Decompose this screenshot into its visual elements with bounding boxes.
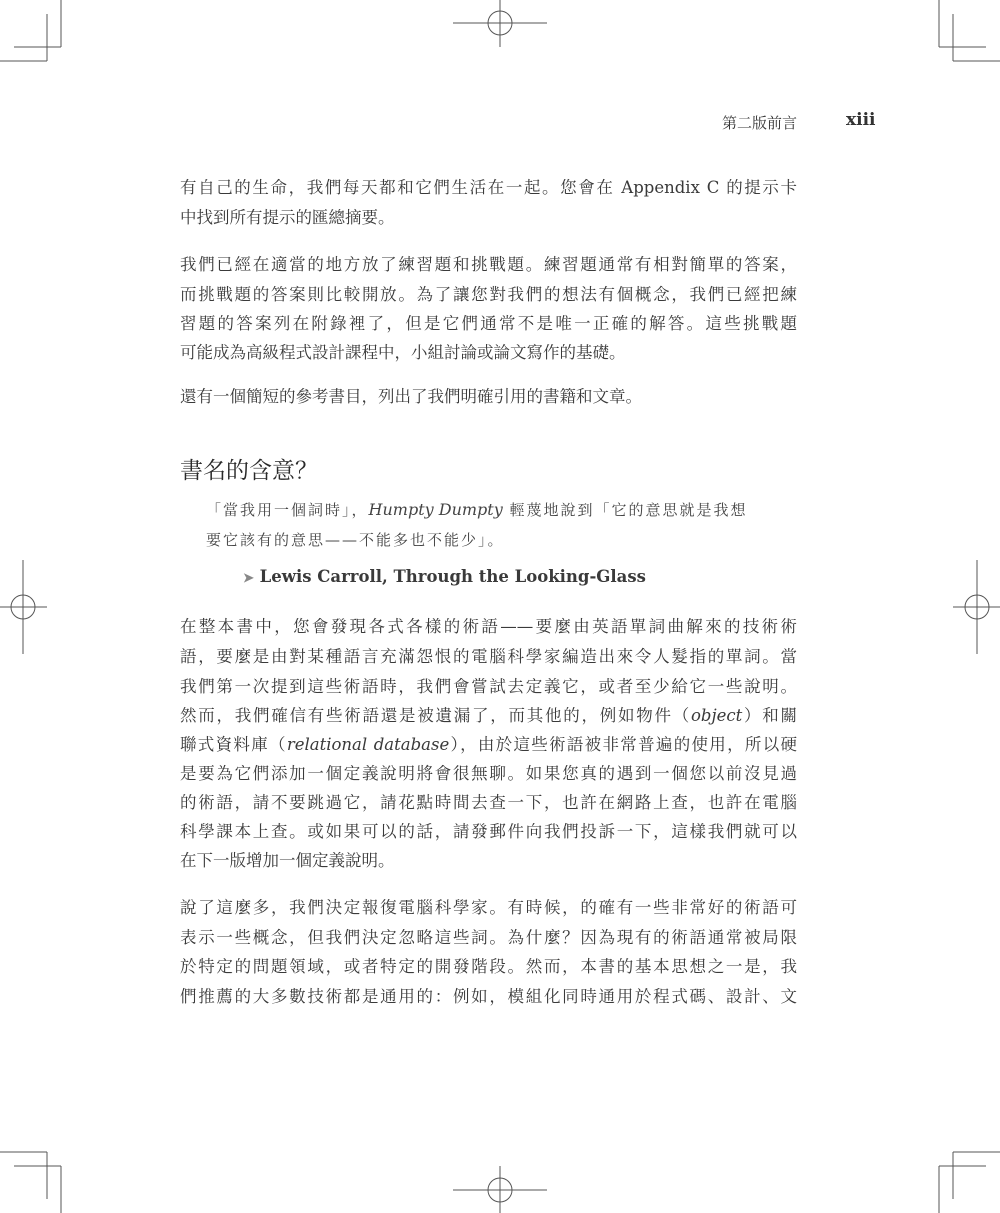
para4-line: 在下一版增加一個定義說明。 (180, 851, 395, 870)
para4-line: 的術語，請不要跳過它，請花點時間去查一下，也許在網路上查，也許在電腦 (180, 793, 797, 812)
crop-mark-top-right (939, 0, 1000, 61)
text: 聯式資料庫（ (180, 735, 287, 754)
para2-line: 我們已經在適當的地方放了練習題和挑戰題。練習題通常有相對簡單的答案， (180, 255, 797, 274)
crop-mark-bottom-right (939, 1152, 1000, 1213)
para4-line: 是要為它們添加一個定義說明將會很無聊。如果您真的遇到一個您以前沒見過 (180, 764, 797, 783)
para5-line: 於特定的問題領域，或者特定的開發階段。然而，本書的基本思想之一是，我 (180, 957, 797, 976)
para1-line: 中找到所有提示的匯總摘要。 (180, 208, 395, 227)
registration-mark-right (953, 560, 1000, 654)
para4-line (180, 705, 797, 727)
term: relational database (286, 735, 450, 754)
para4-line (180, 734, 797, 756)
para1-line: 有自己的生命，我們每天都和它們生活在一起。您會在 Appendix C 的提示卡 (180, 178, 797, 197)
text: 然而，我們確信有些術語還是被遺漏了，而其他的，例如物件（ (180, 706, 691, 725)
quote-text: 輕蔑地說到「它的意思就是我想 (502, 501, 748, 519)
para2-line: 可能成為高級程式設計課程中，小組討論或論文寫作的基礎。 (180, 343, 626, 362)
epigraph-attribution (243, 567, 646, 586)
para2-line: 習題的答案列在附錄裡了，但是它們通常不是唯一正確的解答。這些挑戰題 (180, 314, 797, 333)
para4-line: 我們第一次提到這些術語時，我們會嘗試去定義它，或者至少給它一些說明。 (180, 677, 797, 696)
page-number: xiii (846, 110, 876, 130)
text: ），由於這些術語被非常普遍的使用，所以硬 (449, 735, 798, 754)
section-heading: 書名的含意？ (180, 458, 318, 484)
epigraph-line (206, 499, 772, 521)
registration-mark-left (0, 560, 47, 654)
crop-mark-top-left (0, 0, 61, 61)
para5-line: 說了這麼多，我們決定報復電腦科學家。有時候，的確有一些非常好的術語可 (180, 898, 797, 917)
term: object (691, 706, 743, 725)
para4-line: 語，要麼是由對某種語言充滿怨恨的電腦科學家編造出來令人髮指的單詞。當 (180, 647, 797, 666)
para5-line: 表示一些概念，但我們決定忽略這些詞。為什麼？因為現有的術語通常被局限 (180, 928, 797, 947)
para4-line: 科學課本上查。或如果可以的話，請發郵件向我們投訴一下，這樣我們就可以 (180, 822, 797, 841)
text: ）和關 (742, 706, 797, 725)
quote-speaker: Humpty Dumpty (368, 500, 503, 519)
para3-line: 還有一個簡短的參考書目，列出了我們明確引用的書籍和文章。 (180, 387, 642, 406)
registration-mark-top (453, 0, 547, 47)
attribution-text: Lewis Carroll, Through the Looking-Glass (259, 567, 646, 586)
para4-line: 在整本書中，您會發現各式各樣的術語——要麼由英語單詞曲解來的技術術 (180, 617, 797, 636)
crop-mark-bottom-left (0, 1152, 61, 1213)
quote-text: 「當我用一個詞時」， (206, 501, 369, 519)
epigraph-line: 要它該有的意思——不能多也不能少」。 (206, 531, 505, 549)
arrow-icon: ➤ (243, 571, 254, 586)
registration-mark-bottom (453, 1166, 547, 1213)
para5-line: 們推薦的大多數技術都是通用的：例如，模組化同時通用於程式碼、設計、文 (180, 987, 797, 1006)
running-header-section: 第二版前言 (722, 114, 798, 132)
para2-line: 而挑戰題的答案則比較開放。為了讓您對我們的想法有個概念，我們已經把練 (180, 285, 797, 304)
